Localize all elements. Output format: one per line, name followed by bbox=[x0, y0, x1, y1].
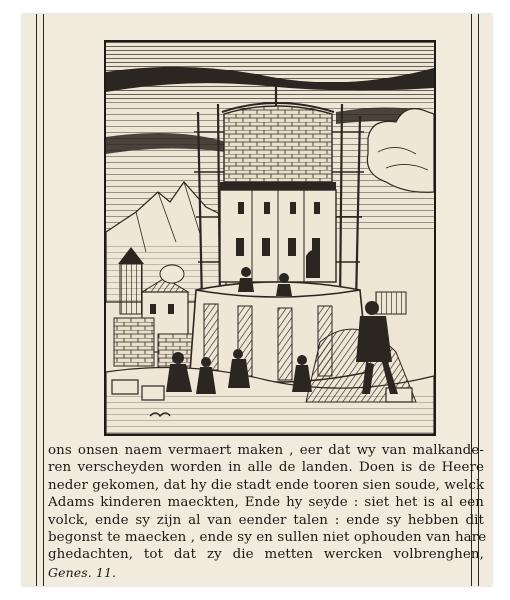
body-text bbox=[48, 442, 487, 581]
left-inner-rule bbox=[43, 14, 44, 586]
tower-of-babel-woodcut bbox=[104, 40, 436, 436]
bible-reference: Genes. 11. bbox=[48, 564, 117, 580]
text-line: volck, ende sy zijn al van eender talen : ende sy hebben dit bbox=[48, 512, 484, 528]
text-line: neder gekomen, dat hy die stadt ende tooren sien soude, welck bbox=[48, 477, 485, 493]
woodcut-image bbox=[106, 42, 434, 434]
left-outer-rule bbox=[36, 14, 37, 586]
text-line: ghedachten, tot dat zy die metten wercken volbrenghen, bbox=[48, 547, 484, 563]
text-line: begonst te maecken , ende sy en sullen niet ophouden van hare bbox=[48, 530, 487, 546]
text-line: Adams kinderen maeckten, Ende hy seyde : siet het is al een bbox=[48, 495, 484, 511]
text-line: ren verscheyden worden in alle de landen. Doen is de Heere bbox=[48, 460, 484, 476]
text-line: ons onsen naem vermaert maken , eer dat wy van malkande- bbox=[48, 443, 484, 458]
book-page bbox=[22, 14, 492, 586]
